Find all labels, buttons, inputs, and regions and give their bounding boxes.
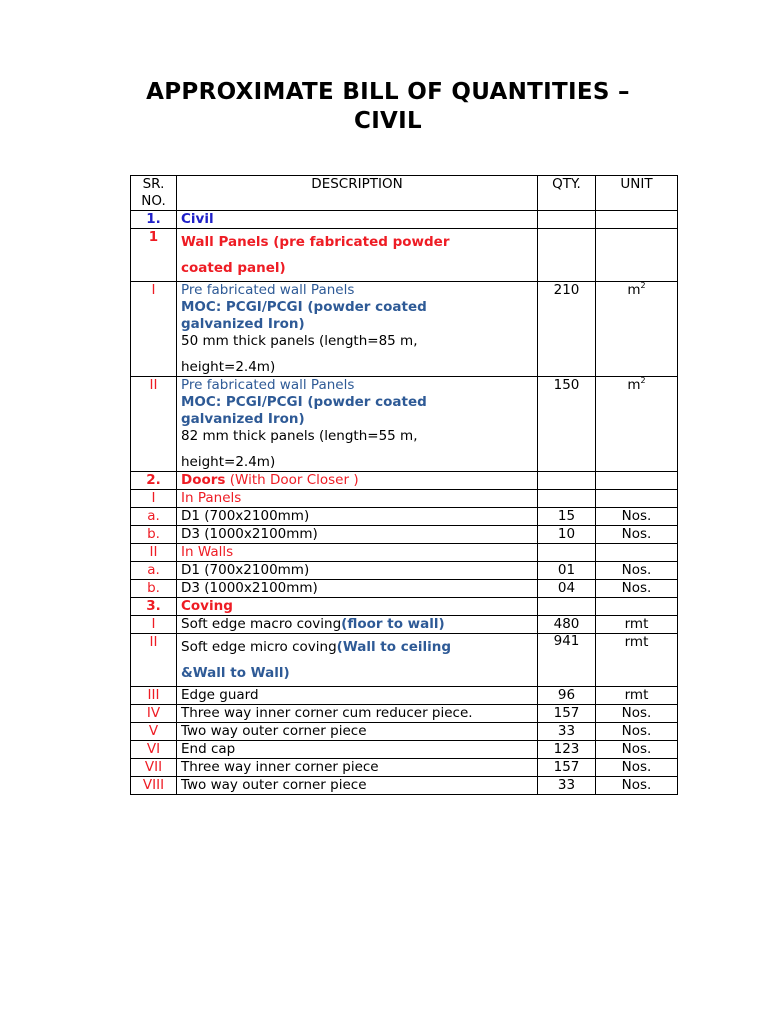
table-row	[131, 741, 678, 759]
unit-cell	[596, 598, 678, 616]
table-header-row	[131, 176, 678, 211]
sr-cell: 1	[131, 229, 177, 282]
unit-cell: Nos.	[596, 723, 678, 741]
page-title	[100, 78, 676, 136]
qty-cell	[538, 229, 596, 282]
qty-cell: 01	[538, 562, 596, 580]
table-row	[131, 377, 678, 472]
description-cell	[177, 377, 538, 472]
unit-cell: Nos.	[596, 705, 678, 723]
item-spec-cont: height=2.4m)	[181, 454, 276, 470]
item-material: MOC: PCGI/PCGI (powder coated	[181, 394, 427, 410]
table-row	[131, 705, 678, 723]
table-row	[131, 472, 678, 490]
description-cell: End cap	[177, 741, 538, 759]
section-label: Doors (With Door Closer )	[177, 472, 538, 490]
table-row	[131, 526, 678, 544]
sr-cell: I	[131, 282, 177, 377]
qty-cell: 33	[538, 777, 596, 795]
sr-cell: 1.	[131, 211, 177, 229]
sr-cell: III	[131, 687, 177, 705]
header-description: DESCRIPTION	[177, 176, 538, 211]
sr-cell: b.	[131, 580, 177, 598]
unit-cell: Nos.	[596, 580, 678, 598]
subsection-label: In Panels	[177, 490, 538, 508]
item-spec: 82 mm thick panels (length=55 m,	[181, 428, 418, 444]
item-material-cont: galvanized Iron)	[181, 411, 305, 427]
description-cell: D1 (700x2100mm)	[177, 562, 538, 580]
qty-cell: 480	[538, 616, 596, 634]
item-spec-cont: height=2.4m)	[181, 359, 276, 375]
description-cell: Soft edge macro coving(floor to wall)	[177, 616, 538, 634]
header-unit: UNIT	[596, 176, 678, 211]
subsection-label: Wall Panels (pre fabricated powder coated panel)	[177, 229, 538, 282]
description-cell: Two way outer corner piece	[177, 777, 538, 795]
qty-cell	[538, 472, 596, 490]
unit-cell: $m^2$	[596, 282, 678, 377]
unit-cell: Nos.	[596, 777, 678, 795]
sr-cell: b.	[131, 526, 177, 544]
sr-cell: V	[131, 723, 177, 741]
qty-cell: 210	[538, 282, 596, 377]
table-row	[131, 490, 678, 508]
description-cell: Three way inner corner piece	[177, 759, 538, 777]
bill-of-quantities-table	[130, 175, 678, 795]
unit-cell	[596, 211, 678, 229]
sr-cell: 3.	[131, 598, 177, 616]
unit-cell	[596, 490, 678, 508]
sr-cell: a.	[131, 508, 177, 526]
unit-cell: Nos.	[596, 508, 678, 526]
item-material: MOC: PCGI/PCGI (powder coated	[181, 299, 427, 315]
title-line-1: APPROXIMATE BILL OF QUANTITIES –	[146, 79, 630, 105]
description-cell: Three way inner corner cum reducer piece.	[177, 705, 538, 723]
unit-cell: Nos.	[596, 562, 678, 580]
unit-cell	[596, 544, 678, 562]
table-row	[131, 634, 678, 687]
unit-cell: Nos.	[596, 741, 678, 759]
qty-cell	[538, 211, 596, 229]
item-material-cont: galvanized Iron)	[181, 316, 305, 332]
sr-cell: I	[131, 490, 177, 508]
qty-cell: 123	[538, 741, 596, 759]
sr-cell: IV	[131, 705, 177, 723]
sr-cell: a.	[131, 562, 177, 580]
item-title: Pre fabricated wall Panels	[181, 282, 355, 298]
description-cell	[177, 282, 538, 377]
header-sr-no: SR. NO.	[131, 176, 177, 211]
qty-cell: 33	[538, 723, 596, 741]
table-row	[131, 282, 678, 377]
table-row	[131, 759, 678, 777]
table-row	[131, 580, 678, 598]
qty-cell	[538, 598, 596, 616]
section-label: Coving	[177, 598, 538, 616]
description-cell: Soft edge micro coving(Wall to ceiling &Wall to Wall)	[177, 634, 538, 687]
description-cell: Two way outer corner piece	[177, 723, 538, 741]
unit-cell: Nos.	[596, 759, 678, 777]
sr-cell: VI	[131, 741, 177, 759]
qty-cell: 10	[538, 526, 596, 544]
table-row	[131, 544, 678, 562]
sr-cell: II	[131, 634, 177, 687]
unit-cell: Nos.	[596, 526, 678, 544]
table-row	[131, 598, 678, 616]
sr-cell: II	[131, 544, 177, 562]
table-row	[131, 211, 678, 229]
table-row	[131, 723, 678, 741]
table-row	[131, 616, 678, 634]
item-title: Pre fabricated wall Panels	[181, 377, 355, 393]
unit-cell: rmt	[596, 616, 678, 634]
qty-cell: 150	[538, 377, 596, 472]
table-row	[131, 687, 678, 705]
subsection-label: In Walls	[177, 544, 538, 562]
sr-cell: 2.	[131, 472, 177, 490]
section-label: Civil	[177, 211, 538, 229]
unit-cell: $m^2$	[596, 377, 678, 472]
table-row	[131, 508, 678, 526]
description-cell: Edge guard	[177, 687, 538, 705]
item-spec: 50 mm thick panels (length=85 m,	[181, 333, 418, 349]
qty-cell: 157	[538, 705, 596, 723]
sr-cell: VIII	[131, 777, 177, 795]
description-cell: D1 (700x2100mm)	[177, 508, 538, 526]
qty-cell	[538, 544, 596, 562]
qty-cell: 157	[538, 759, 596, 777]
header-qty: QTY.	[538, 176, 596, 211]
qty-cell: 04	[538, 580, 596, 598]
unit-cell	[596, 229, 678, 282]
table-row	[131, 562, 678, 580]
unit-cell	[596, 472, 678, 490]
table-row	[131, 777, 678, 795]
qty-cell: 941	[538, 634, 596, 687]
unit-cell: rmt	[596, 687, 678, 705]
sr-cell: I	[131, 616, 177, 634]
unit-cell: rmt	[596, 634, 678, 687]
qty-cell: 15	[538, 508, 596, 526]
sr-cell: II	[131, 377, 177, 472]
description-cell: D3 (1000x2100mm)	[177, 526, 538, 544]
title-line-2: CIVIL	[354, 108, 422, 134]
table-row	[131, 229, 678, 282]
description-cell: D3 (1000x2100mm)	[177, 580, 538, 598]
sr-cell: VII	[131, 759, 177, 777]
qty-cell: 96	[538, 687, 596, 705]
qty-cell	[538, 490, 596, 508]
